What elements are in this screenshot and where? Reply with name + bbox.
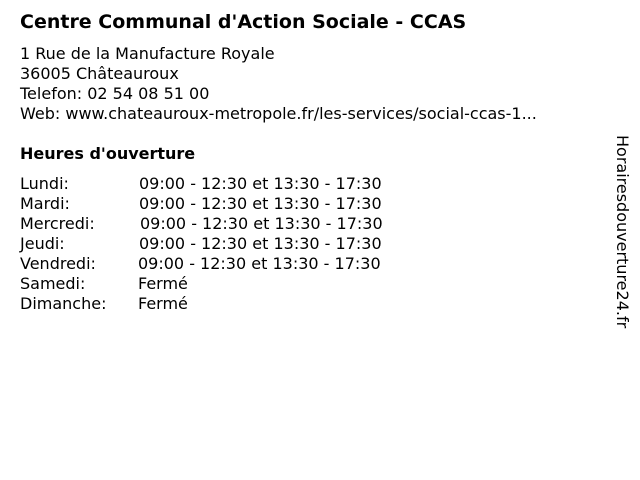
city-postcode: 36005 Châteauroux bbox=[20, 64, 179, 83]
website-link: Web: www.chateauroux-metropole.fr/les-services/social-ccas-1... bbox=[20, 104, 537, 123]
page-title: Centre Communal d'Action Sociale - CCAS bbox=[20, 11, 467, 33]
time-value: Fermé bbox=[138, 274, 188, 293]
day-label: Mercredi: bbox=[20, 214, 95, 233]
street-address: 1 Rue de la Manufacture Royale bbox=[20, 44, 275, 63]
site-watermark: Horairesdouverture24.fr bbox=[613, 135, 632, 329]
day-label: Samedi: bbox=[20, 274, 86, 293]
address-block bbox=[20, 44, 537, 124]
time-value: 09:00 - 12:30 et 13:30 - 17:30 bbox=[138, 254, 381, 273]
time-value: 09:00 - 12:30 et 13:30 - 17:30 bbox=[139, 234, 382, 253]
day-label: Mardi: bbox=[20, 194, 70, 213]
time-value: Fermé bbox=[138, 294, 188, 313]
opening-hours-heading: Heures d'ouverture bbox=[20, 144, 196, 163]
day-label: Jeudi: bbox=[20, 234, 65, 253]
day-label: Lundi: bbox=[20, 174, 69, 193]
time-value: 09:00 - 12:30 et 13:30 - 17:30 bbox=[139, 194, 382, 213]
time-value: 09:00 - 12:30 et 13:30 - 17:30 bbox=[139, 174, 382, 193]
phone-number: Telefon: 02 54 08 51 00 bbox=[20, 84, 210, 103]
day-label: Vendredi: bbox=[20, 254, 96, 273]
time-value: 09:00 - 12:30 et 13:30 - 17:30 bbox=[140, 214, 383, 233]
day-label: Dimanche: bbox=[20, 294, 107, 313]
